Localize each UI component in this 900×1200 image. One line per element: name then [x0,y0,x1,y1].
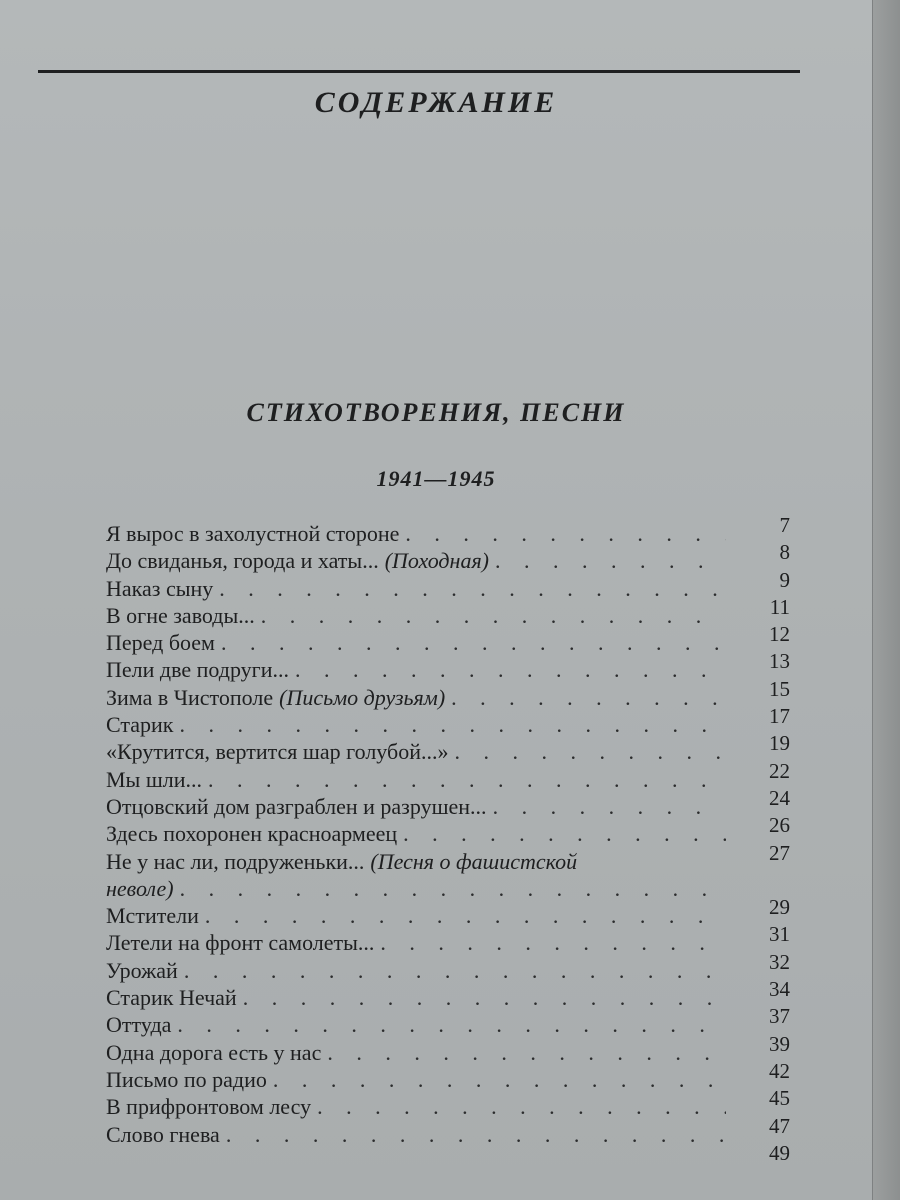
dot-leader [226,1121,726,1148]
toc-title-line [106,1121,726,1148]
toc-title-line [106,820,726,847]
toc-title: Урожай [106,957,178,983]
page-number: 26 [769,813,790,838]
page-number: 47 [769,1113,790,1138]
top-rule [38,70,800,73]
page-number: 12 [769,622,790,647]
toc-entry-text [106,984,726,1011]
toc-title: В огне заводы... [106,602,255,628]
dot-leader [295,656,726,683]
period-heading: 1941—1945 [376,466,496,491]
page-edge [872,0,900,1200]
toc-entry [106,513,790,547]
toc-title-line [106,848,726,875]
toc-title-line [106,711,726,738]
toc-title: Наказ сыну [106,575,214,601]
toc-title-line [106,575,726,602]
toc-entry [106,922,790,956]
toc-title: Отцовский дом разграблен и разрушен... [106,793,487,819]
table-of-contents [106,513,790,1175]
dot-leader [221,629,726,656]
toc-title: Пели две подруги... [106,657,289,683]
toc-title-line [106,1093,726,1120]
dot-leader [243,984,726,1011]
toc-title: Здесь похоронен красноармеец [106,821,398,847]
toc-title: Я вырос в захолустной стороне [106,521,400,546]
toc-title-line [106,793,726,820]
toc-entry-text [106,1148,726,1175]
toc-entry [106,704,790,738]
toc-entry [106,977,790,1011]
toc-title: В прифронтовом лесу [106,1094,312,1120]
toc-entry-text [106,902,726,929]
toc-title: Мстители [106,903,199,929]
page-number: 17 [769,704,790,729]
dot-leader [273,1066,726,1093]
page-number: 29 [769,895,790,920]
toc-entry [106,731,790,765]
toc-title: Слово гнева [106,1121,220,1147]
toc-entry [106,540,790,574]
toc-entry [106,1058,790,1093]
toc-entry [106,758,790,793]
toc-title-line [106,957,726,984]
toc-entry-text [106,1011,726,1038]
toc-entry-text [106,1093,726,1120]
toc-title: Оттуда [106,1012,172,1038]
toc-note: (Походная) [384,548,489,574]
toc-title: Зима в Чистополе [106,684,274,710]
toc-entry [106,567,790,602]
toc-title-line [106,738,726,765]
toc-entry-text [106,520,726,547]
toc-title-line [106,656,726,683]
dot-leader [454,738,726,765]
toc-title: Старик Нечай [106,985,237,1011]
page-number: 49 [769,1140,790,1165]
toc-title-line [106,902,726,929]
toc-entry-text [106,1066,726,1093]
toc-entry [106,785,790,820]
dot-leader [180,875,726,902]
toc-note: (Письмо друзьям) [279,684,446,710]
toc-title-line [106,1039,726,1066]
toc-entry-text [106,1121,726,1148]
dot-leader [219,575,726,602]
toc-entry [106,649,790,683]
dot-leader [261,602,726,629]
page-number: 24 [769,785,790,810]
toc-title: Не у нас ли, подруженьки... [106,848,365,874]
toc-note: (Песня о фашистской [370,848,578,874]
page-number: 15 [769,676,790,701]
toc-entry [106,895,790,929]
toc-title-line [106,1148,726,1175]
dot-leader [177,1011,726,1038]
toc-title-line [106,684,726,711]
toc-entry [106,1086,790,1120]
dot-leader [205,902,726,929]
page-title: СОДЕРЖАНИЕ [314,86,558,119]
toc-entry-text [106,766,726,793]
toc-title: Летели на фронт самолеты... [106,930,375,956]
dot-leader [184,957,726,984]
dot-leader [327,1039,726,1066]
toc-entry [106,813,790,847]
toc-title: Письмо по радио [106,1066,267,1092]
page-number: 19 [769,731,790,756]
page-number: 7 [779,513,790,537]
dot-leader [380,929,726,956]
dot-leader [180,711,727,738]
toc-entry [106,1140,790,1175]
toc-entry-text [106,656,726,683]
toc-entry [106,594,790,629]
dot-leader [493,793,726,820]
page-number: 42 [769,1058,790,1083]
page-number: 9 [779,567,790,592]
page-number: 11 [769,594,790,619]
toc-title: Одна дорога есть у нас [106,1039,322,1065]
toc-title-line [106,984,726,1011]
section-title: СТИХОТВОРЕНИЯ, ПЕСНИ [246,398,626,427]
toc-entry-text [106,629,726,656]
toc-title-line [106,1011,726,1038]
toc-title: До свиданья, города и хаты... [106,548,379,574]
page-number: 32 [769,949,790,974]
toc-note-continued: неволе) [106,875,174,901]
page-number: 27 [769,840,790,865]
page-number: 31 [769,922,790,947]
toc-entry-text [106,957,726,984]
toc-title-line [106,629,726,656]
toc-entry-text [106,711,726,738]
toc-entry [106,1031,790,1066]
page-number: 37 [769,1004,790,1029]
toc-entry [106,840,790,903]
toc-title-line [106,520,726,547]
dot-leader [495,547,726,574]
toc-title: Мы шли... [106,766,203,792]
toc-title-line [106,929,726,956]
toc-entry-text [106,684,726,711]
toc-entry-text [106,848,726,903]
toc-entry [106,676,790,711]
page-number: 22 [769,758,790,783]
page-number: 8 [779,540,790,565]
toc-entry [106,1004,790,1038]
toc-entry [106,1113,790,1148]
toc-entry [106,949,790,984]
page-number: 34 [769,977,790,1002]
toc-title: «Крутится, вертится шар голубой...» [106,739,449,765]
dot-leader [451,684,726,711]
toc-entry-text [106,575,726,602]
toc-entry-text [106,1039,726,1066]
toc-title-line [106,602,726,629]
toc-title-line [106,875,726,902]
page-number: 45 [769,1086,790,1111]
dot-leader [317,1093,726,1120]
toc-entry-text [106,929,726,956]
toc-title-line [106,547,726,574]
page-number: 13 [769,649,790,674]
toc-entry-text [106,547,726,574]
toc-title: Перед боем [106,630,215,656]
toc-title-line [106,766,726,793]
toc-entry-text [106,820,726,847]
toc-entry-text [106,793,726,820]
dot-leader [208,766,726,793]
toc-entry [106,622,790,656]
toc-title-line [106,1066,726,1093]
toc-entry-text [106,602,726,629]
page-number: 39 [769,1031,790,1056]
toc-entry-text [106,738,726,765]
dot-leader [405,520,726,547]
dot-leader [403,820,726,847]
toc-title: Старик [106,712,174,738]
